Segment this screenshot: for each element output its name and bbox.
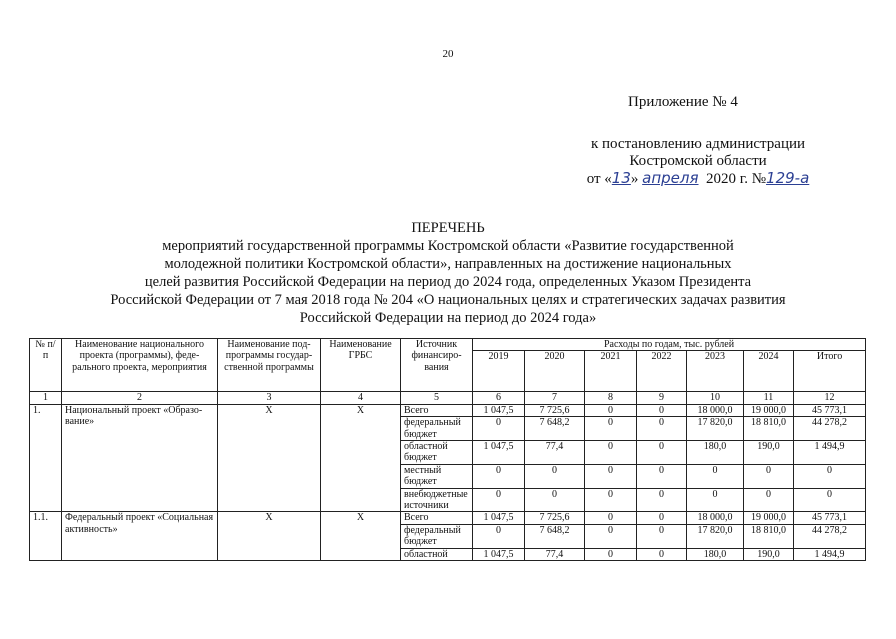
value-total: 0 bbox=[794, 464, 866, 488]
value-2020: 0 bbox=[525, 464, 585, 488]
header-year-2019: 2019 bbox=[473, 351, 525, 392]
header-subprogram: Наименование подпрограммы государственной программы bbox=[218, 339, 321, 392]
value-2022: 0 bbox=[637, 464, 687, 488]
heading-line-2: молодежной политики Костромской области», направленных на достижение национальных bbox=[164, 256, 732, 272]
value-2019: 0 bbox=[473, 488, 525, 512]
value-2024: 18 810,0 bbox=[744, 417, 794, 441]
value-2022: 0 bbox=[637, 488, 687, 512]
value-2021: 0 bbox=[585, 512, 637, 524]
value-2021: 0 bbox=[585, 488, 637, 512]
value-2020: 7 648,2 bbox=[525, 417, 585, 441]
header-year-2022: 2022 bbox=[637, 351, 687, 392]
column-number-row bbox=[30, 392, 866, 404]
value-2021: 0 bbox=[585, 404, 637, 416]
value-2024: 19 000,0 bbox=[744, 404, 794, 416]
value-2020: 7 648,2 bbox=[525, 524, 585, 548]
value-total: 1 494,9 bbox=[794, 548, 866, 560]
row-name: Федеральный проект «Социальная активность» bbox=[62, 512, 218, 561]
row-subprogram: Х bbox=[218, 512, 321, 561]
value-2019: 1 047,5 bbox=[473, 548, 525, 560]
value-2023: 180,0 bbox=[687, 441, 744, 465]
row-number: 1. bbox=[30, 404, 62, 512]
date-mid: » bbox=[630, 171, 639, 187]
value-2019: 1 047,5 bbox=[473, 512, 525, 524]
value-2021: 0 bbox=[585, 441, 637, 465]
decree-line-2: Костромской области bbox=[629, 153, 767, 169]
value-total: 45 773,1 bbox=[794, 404, 866, 416]
value-2021: 0 bbox=[585, 548, 637, 560]
decree-number: 129-а bbox=[766, 169, 810, 187]
value-2022: 0 bbox=[637, 548, 687, 560]
value-2023: 17 820,0 bbox=[687, 417, 744, 441]
row-number: 1.1. bbox=[30, 512, 62, 561]
date-day: 13 bbox=[611, 169, 631, 187]
column-number: 9 bbox=[637, 392, 687, 404]
date-year: 2020 г. № bbox=[706, 171, 767, 187]
value-2022: 0 bbox=[637, 512, 687, 524]
value-2019: 1 047,5 bbox=[473, 404, 525, 416]
value-total: 44 278,2 bbox=[794, 417, 866, 441]
heading-line-1: мероприятий государственной программы Костромской области «Развитие государственной bbox=[162, 238, 734, 254]
heading-line-5: Российской Федерации на период до 2024 года» bbox=[299, 310, 597, 326]
decree-date-line bbox=[560, 170, 836, 188]
value-total: 45 773,1 bbox=[794, 512, 866, 524]
value-2023: 17 820,0 bbox=[687, 524, 744, 548]
funding-source: областной bbox=[401, 548, 473, 560]
table-row bbox=[30, 404, 866, 416]
value-2020: 0 bbox=[525, 488, 585, 512]
value-2019: 1 047,5 bbox=[473, 441, 525, 465]
date-month: апреля bbox=[642, 169, 699, 187]
value-2024: 0 bbox=[744, 488, 794, 512]
row-grbs: Х bbox=[321, 404, 401, 512]
value-total: 44 278,2 bbox=[794, 524, 866, 548]
funding-source: областной бюджет bbox=[401, 441, 473, 465]
column-number: 7 bbox=[525, 392, 585, 404]
value-2020: 77,4 bbox=[525, 548, 585, 560]
value-total: 0 bbox=[794, 488, 866, 512]
funding-source: федеральный бюджет bbox=[401, 417, 473, 441]
date-prefix: от « bbox=[586, 171, 612, 187]
value-2024: 19 000,0 bbox=[744, 512, 794, 524]
page-number: 20 bbox=[442, 48, 454, 60]
value-2019: 0 bbox=[473, 464, 525, 488]
value-2023: 18 000,0 bbox=[687, 512, 744, 524]
column-number: 2 bbox=[62, 392, 218, 404]
heading-title: ПЕРЕЧЕНЬ bbox=[411, 220, 485, 236]
header-source: Источник финансирования bbox=[401, 339, 473, 392]
row-name: Национальный проект «Образование» bbox=[62, 404, 218, 512]
measures-table bbox=[29, 338, 866, 561]
row-grbs: Х bbox=[321, 512, 401, 561]
value-2023: 180,0 bbox=[687, 548, 744, 560]
value-2022: 0 bbox=[637, 441, 687, 465]
funding-source: федеральный бюджет bbox=[401, 524, 473, 548]
header-expenses: Расходы по годам, тыс. рублей bbox=[473, 339, 866, 351]
value-2024: 0 bbox=[744, 464, 794, 488]
header-year-2021: 2021 bbox=[585, 351, 637, 392]
appendix-title: Приложение № 4 bbox=[628, 94, 738, 110]
funding-source: местный бюджет bbox=[401, 464, 473, 488]
header-num: № п/п bbox=[30, 339, 62, 392]
header-grbs: Наименование ГРБС bbox=[321, 339, 401, 392]
value-2024: 18 810,0 bbox=[744, 524, 794, 548]
funding-source: Всего bbox=[401, 512, 473, 524]
heading-line-3: целей развития Российской Федерации на период до 2024 года, определенных Указом Президента bbox=[144, 274, 752, 290]
row-subprogram: Х bbox=[218, 404, 321, 512]
value-2020: 7 725,6 bbox=[525, 512, 585, 524]
value-2021: 0 bbox=[585, 417, 637, 441]
header-year-2020: 2020 bbox=[525, 351, 585, 392]
table-row bbox=[30, 512, 866, 524]
column-number: 1 bbox=[30, 392, 62, 404]
value-2021: 0 bbox=[585, 464, 637, 488]
value-2023: 0 bbox=[687, 464, 744, 488]
heading-line-4: Российской Федерации от 7 мая 2018 года № 204 «О национальных целях и стратегических задачах развития bbox=[110, 292, 786, 308]
column-number: 10 bbox=[687, 392, 744, 404]
column-number: 4 bbox=[321, 392, 401, 404]
value-2024: 190,0 bbox=[744, 548, 794, 560]
header-total: Итого bbox=[794, 351, 866, 392]
value-2019: 0 bbox=[473, 417, 525, 441]
column-number: 3 bbox=[218, 392, 321, 404]
value-total: 1 494,9 bbox=[794, 441, 866, 465]
column-number: 12 bbox=[794, 392, 866, 404]
decree-reference bbox=[560, 136, 836, 188]
value-2023: 0 bbox=[687, 488, 744, 512]
document-heading bbox=[0, 219, 896, 327]
value-2022: 0 bbox=[637, 524, 687, 548]
column-number: 6 bbox=[473, 392, 525, 404]
value-2020: 77,4 bbox=[525, 441, 585, 465]
value-2022: 0 bbox=[637, 404, 687, 416]
column-number: 8 bbox=[585, 392, 637, 404]
header-year-2023: 2023 bbox=[687, 351, 744, 392]
funding-source: внебюджетные источники bbox=[401, 488, 473, 512]
value-2023: 18 000,0 bbox=[687, 404, 744, 416]
value-2020: 7 725,6 bbox=[525, 404, 585, 416]
funding-source: Всего bbox=[401, 404, 473, 416]
decree-line-1: к постановлению администрации bbox=[590, 136, 806, 152]
value-2022: 0 bbox=[637, 417, 687, 441]
column-number: 5 bbox=[401, 392, 473, 404]
value-2021: 0 bbox=[585, 524, 637, 548]
value-2019: 0 bbox=[473, 524, 525, 548]
value-2024: 190,0 bbox=[744, 441, 794, 465]
header-project: Наименование национального проекта (программы), федерального проекта, мероприятия bbox=[62, 339, 218, 392]
column-number: 11 bbox=[744, 392, 794, 404]
header-year-2024: 2024 bbox=[744, 351, 794, 392]
